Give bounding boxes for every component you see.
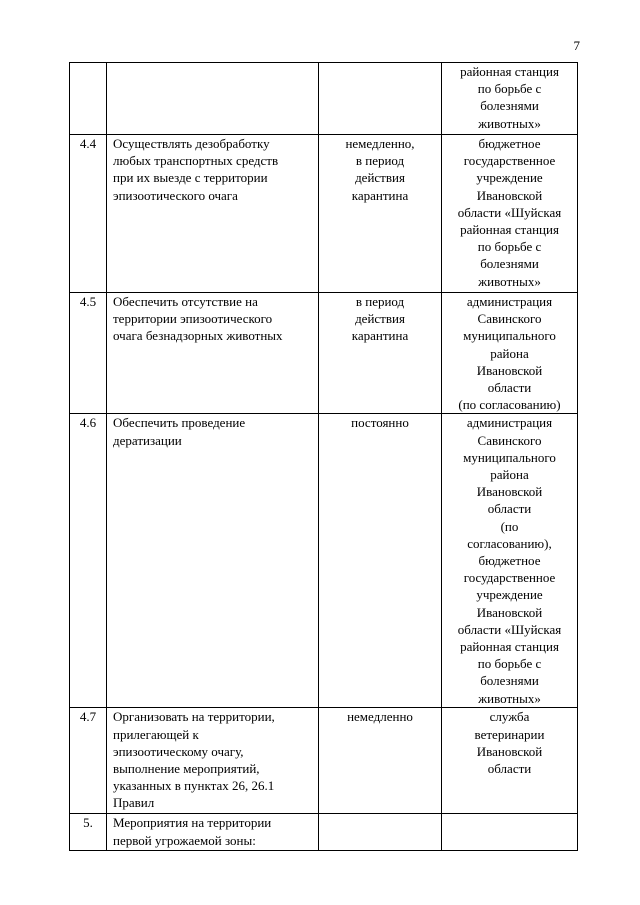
executor-cell: районная станция по борьбе с болезнями животных» bbox=[442, 63, 578, 135]
executor-cell bbox=[442, 814, 578, 851]
executor-cell: администрация Савинского муниципального района Ивановской области (по согласованию), бюджетное государственное учреждение Ивановской области «Шуйская районная станция по борьбе с болезнями животных» bbox=[442, 414, 578, 708]
table-row bbox=[70, 63, 578, 135]
executor-cell: бюджетное государственное учреждение Ивановской области «Шуйская районная станция по борьбе с болезнями животных» bbox=[442, 135, 578, 293]
term-cell: в период действия карантина bbox=[319, 293, 442, 414]
action-cell: Осуществлять дезобработку любых транспортных средств при их выезде с территории эпизоотического очага bbox=[107, 135, 319, 293]
executor-cell: администрация Савинского муниципального района Ивановской области (по согласованию) bbox=[442, 293, 578, 414]
table-row bbox=[70, 293, 578, 414]
action-cell: Организовать на территории, прилегающей к эпизоотическому очагу, выполнение мероприятий, указанных в пунктах 26, 26.1 Правил bbox=[107, 708, 319, 814]
row-number: 4.6 bbox=[70, 414, 107, 708]
term-cell: немедленно, в период действия карантина bbox=[319, 135, 442, 293]
action-cell: Мероприятия на территории первой угрожаемой зоны: bbox=[107, 814, 319, 851]
row-number: 5. bbox=[70, 814, 107, 851]
table-row bbox=[70, 414, 578, 708]
table-row bbox=[70, 708, 578, 814]
table-row bbox=[70, 135, 578, 293]
action-cell: Обеспечить проведение дератизации bbox=[107, 414, 319, 708]
action-cell bbox=[107, 63, 319, 135]
row-number: 4.5 bbox=[70, 293, 107, 414]
page-number: 7 bbox=[573, 38, 580, 53]
term-cell bbox=[319, 814, 442, 851]
measures-table bbox=[69, 62, 578, 851]
row-number bbox=[70, 63, 107, 135]
row-number: 4.4 bbox=[70, 135, 107, 293]
executor-cell: служба ветеринарии Ивановской области bbox=[442, 708, 578, 814]
action-cell: Обеспечить отсутствие на территории эпизоотического очага безнадзорных животных bbox=[107, 293, 319, 414]
term-cell bbox=[319, 63, 442, 135]
term-cell: постоянно bbox=[319, 414, 442, 708]
term-cell: немедленно bbox=[319, 708, 442, 814]
row-number: 4.7 bbox=[70, 708, 107, 814]
table-row bbox=[70, 814, 578, 851]
